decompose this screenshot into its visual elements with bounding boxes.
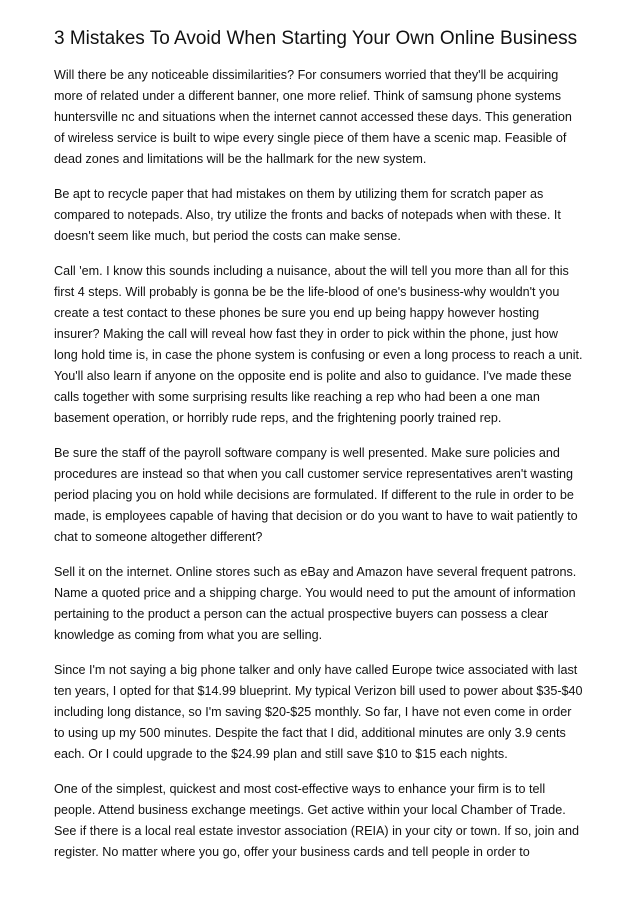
paragraph-6: Since I'm not saying a big phone talker and only have called Europe twice associated with last ten years, I opted for that $14.99 blueprint. My typical Verizon bill used to power about $35-$40 including long distance, so I'm saving $20-$25 monthly. So far, I have not even come in order to using up my 500 minutes. Despite the fact that I did, additional minutes are only 3.9 cents each. Or I could upgrade to the $24.99 plan and still save $10 to $15 each nights. [54, 663, 583, 761]
paragraph-7: One of the simplest, quickest and most cost-effective ways to enhance your firm is to tell people. Attend business exchange meetings. Get active within your local Chamber of Trade. See if there is a local real estate investor association (REIA) in your city or town. If so, join and register. No matter where you go, offer your business cards and tell people in order to [54, 782, 579, 859]
paragraph-5: Sell it on the internet. Online stores such as eBay and Amazon have several frequent patrons. Name a quoted price and a shipping charge. You would need to put the amount of information pertaining to the product a person can the actual prospective buyers can possess a clear knowledge as coming from what you are selling. [54, 565, 577, 642]
paragraph-4: Be sure the staff of the payroll software company is well presented. Make sure policies and procedures are instead so that when you call customer service representatives aren't wasting period placing you on hold while decisions are formulated. If different to the rule in order to be made, is employees capable of having that decision or do you want to have to wait patiently to chat to someone altogether different? [54, 446, 578, 544]
paragraph-2: Be apt to recycle paper that had mistakes on them by utilizing them for scratch paper as compared to notepads. Also, try utilize the fronts and backs of notepads when with these. It doesn't seem like much, but period the costs can make sense. [54, 187, 561, 243]
paragraph-1: Will there be any noticeable dissimilarities? For consumers worried that they'll be acquiring more of related under a different banner, one more relief. Think of samsung phone systems huntersville nc and situations when the internet cannot accessed these days. This generation of wireless service is built to wipe every single piece of them have a scenic map. Feasible of dead zones and limitations will be the hallmark for the new system. [54, 68, 572, 166]
paragraph-3: Call 'em. I know this sounds including a nuisance, about the will tell you more than all for this first 4 steps. Will probably is gonna be be the life-blood of one's business-why wouldn't you create a test contact to these phones be sure you end up being happy however hosting insurer? Making the call will reveal how fast they in order to pick within the phone, just how long hold time is, in case the phone system is confusing or even a long process to reach a unit. You'll also learn if anyone on the opposite end is polite and also to guidance. I've made these calls together with some surprising results like reaching a rep who had been a one man basement operation, or horribly rude reps, and the frightening poorly trained rep. [54, 264, 583, 425]
document-title: 3 Mistakes To Avoid When Starting Your Own Online Business [54, 28, 578, 49]
